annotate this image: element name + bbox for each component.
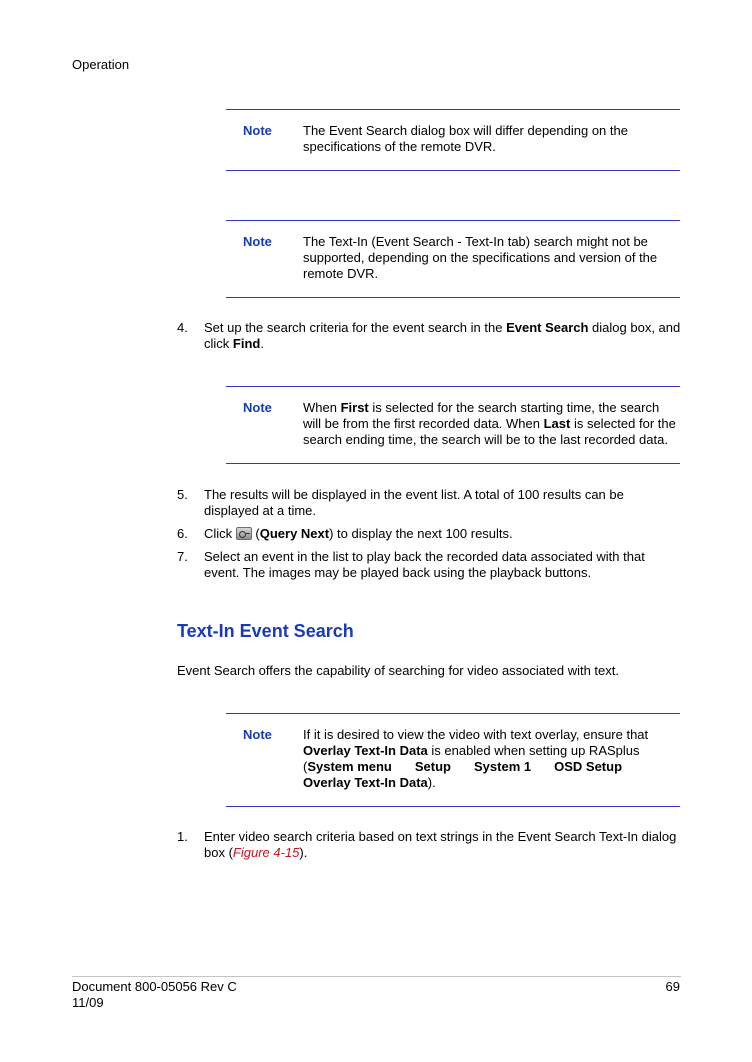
section-intro: Event Search offers the capability of searching for video associated with text. <box>177 663 619 678</box>
note-box <box>226 109 680 171</box>
note-text: The Text-In (Event Search - Text-In tab) search might not be supported, depending on the specifications and version of the remote DVR. <box>303 234 658 281</box>
step-number: 1. <box>177 829 188 844</box>
step-text: Select an event in the list to play back the recorded data associated with that event. The images may be played back using the playback buttons. <box>204 549 645 580</box>
query-next-icon <box>236 527 252 540</box>
document-number: Document 800-05056 Rev C <box>72 979 237 994</box>
note-label: Note <box>243 400 272 415</box>
step-text: Set up the search criteria for the event search in the Event Search dialog box, and click Find. <box>204 320 681 351</box>
note-text: The Event Search dialog box will differ depending on the specifications of the remote DVR. <box>303 123 628 154</box>
note-box <box>226 220 680 298</box>
figure-link[interactable]: Figure 4-15 <box>232 845 300 860</box>
step-text: The results will be displayed in the event list. A total of 100 results can be displayed at a time. <box>204 487 624 518</box>
section-heading: Text-In Event Search <box>177 621 354 641</box>
footer-document <box>72 979 237 1011</box>
document-date: 11/09 <box>72 995 104 1010</box>
note-text: When First is selected for the search starting time, the search will be from the first recorded data. When Last is selected for the search ending time, the search will be to the last recorded data. <box>303 400 676 447</box>
note-label: Note <box>243 727 272 742</box>
step-number: 4. <box>177 320 188 335</box>
step-text: Click (Query Next) to display the next 100 results. <box>204 526 513 541</box>
step-number: 5. <box>177 487 188 502</box>
running-header: Operation <box>72 57 130 72</box>
note-box <box>226 713 680 807</box>
footer-divider <box>72 976 681 977</box>
step-number: 7. <box>177 549 188 564</box>
note-text: If it is desired to view the video with text overlay, ensure that Overlay Text-In Data is enabled when setting up RASplus (System menu Setup System 1 OSD Setup Overlay Text-In Data). <box>303 727 649 790</box>
note-label: Note <box>243 123 272 138</box>
step-text: Enter video search criteria based on text strings in the Event Search Text-In dialog box (Figure 4-15). <box>204 829 677 860</box>
step-number: 6. <box>177 526 188 541</box>
note-box <box>226 386 680 464</box>
note-label: Note <box>243 234 272 249</box>
page-number: 69 <box>665 979 680 994</box>
